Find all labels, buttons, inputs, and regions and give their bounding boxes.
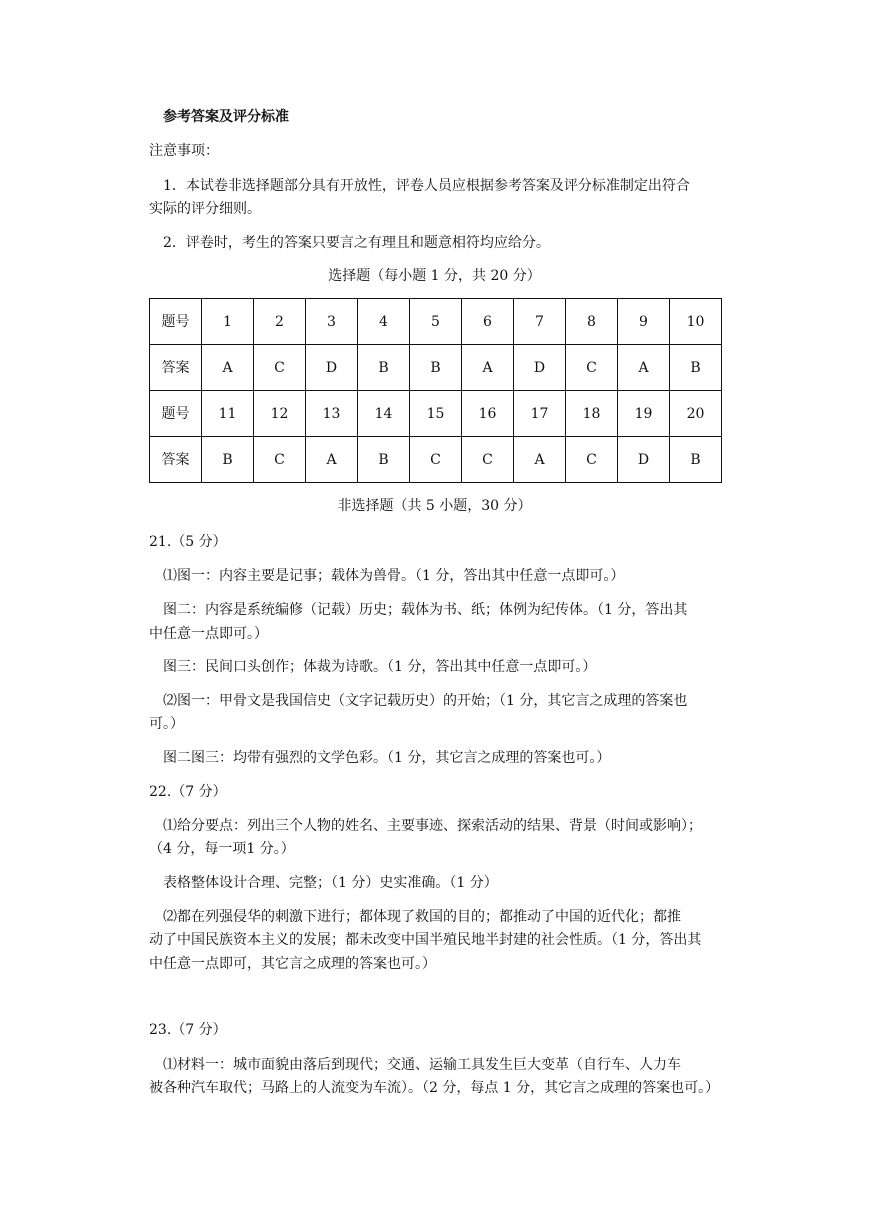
table-cell: 6: [462, 299, 514, 345]
q21-line: 图三：民间口头创作；体裁为诗歌。（1 分，答出其中任意一点即可。）: [163, 659, 597, 675]
table-cell: 17: [514, 391, 566, 437]
table-cell: 2: [254, 299, 306, 345]
q22-line: 中任意一点即可，其它言之成理的答案也可。）: [149, 956, 436, 972]
table-row: [150, 345, 722, 391]
table-cell: 15: [410, 391, 462, 437]
table-cell: A: [618, 345, 670, 391]
table-cell: 4: [358, 299, 410, 345]
q21-line: ⑴图一：内容主要是记事；载体为兽骨。（1 分，答出其中任意一点即可。）: [163, 568, 625, 584]
q22-line: ⑵都在列强侵华的刺激下进行；都体现了救国的目的；都推动了中国的近代化；都推: [163, 909, 681, 925]
table-cell: 10: [670, 299, 722, 345]
table-row-header-cell: 答案: [150, 345, 202, 391]
table-cell: 1: [202, 299, 254, 345]
q23-line: 被各种汽车取代；马路上的人流变为车流）。（2 分，每点 1 分，其它言之成理的答案也可。）: [149, 1080, 720, 1096]
q21-heading: 21.（5 分）: [149, 534, 227, 550]
table-cell: D: [618, 437, 670, 483]
notice-1-line-1: 1．本试卷非选择题部分具有开放性，评卷人员应根据参考答案及评分标准制定出符合: [163, 178, 690, 194]
q22-heading: 22.（7 分）: [149, 784, 227, 800]
table-cell: C: [566, 437, 618, 483]
table-cell: B: [202, 437, 254, 483]
q23-heading: 23.（7 分）: [149, 1022, 227, 1038]
q21-line: 图二：内容是系统编修（记载）历史；载体为书、纸；体例为纪传体。（1 分，答出其: [163, 602, 688, 618]
answer-table: [149, 298, 722, 483]
table-row-header-cell: 答案: [150, 437, 202, 483]
q22-line: 动了中国民族资本主义的发展；都未改变中国半殖民地半封建的社会性质。（1 分，答出其: [149, 932, 702, 948]
page-title: 参考答案及评分标准: [163, 109, 289, 125]
table-cell: B: [670, 345, 722, 391]
table-cell: B: [358, 437, 410, 483]
table-cell: C: [462, 437, 514, 483]
table-cell: D: [514, 345, 566, 391]
table-cell: 5: [410, 299, 462, 345]
table-cell: 7: [514, 299, 566, 345]
table-cell: 11: [202, 391, 254, 437]
table-cell: A: [306, 437, 358, 483]
table-cell: B: [410, 345, 462, 391]
table-cell: C: [566, 345, 618, 391]
notice-1-line-2: 实际的评分细则。: [149, 201, 261, 217]
table-cell: 14: [358, 391, 410, 437]
table-cell: 8: [566, 299, 618, 345]
table-cell: C: [410, 437, 462, 483]
table-cell: 16: [462, 391, 514, 437]
table-cell: A: [462, 345, 514, 391]
table-cell: 18: [566, 391, 618, 437]
table-cell: D: [306, 345, 358, 391]
q21-line: ⑵图一：甲骨文是我国信史（文字记载历史）的开始；（1 分，其它言之成理的答案也: [163, 693, 688, 709]
table-cell: C: [254, 437, 306, 483]
q23-line: ⑴材料一：城市面貌由落后到现代；交通、运输工具发生巨大变革（自行车、人力车: [163, 1057, 681, 1073]
q22-line: （4 分，每一项1 分。）: [149, 841, 295, 857]
table-cell: B: [670, 437, 722, 483]
table-cell: 9: [618, 299, 670, 345]
non-multiple-choice-heading: 非选择题（共 5 小题，30 分）: [337, 498, 532, 514]
table-row: [150, 299, 722, 345]
notice-heading: 注意事项：: [149, 143, 219, 159]
q21-line: 可。）: [149, 716, 184, 732]
notice-2: 2．评卷时，考生的答案只要言之有理且和题意相符均应给分。: [163, 235, 550, 251]
table-cell: 20: [670, 391, 722, 437]
table-cell: 19: [618, 391, 670, 437]
table-row: [150, 391, 722, 437]
table-cell: 3: [306, 299, 358, 345]
q22-line: ⑴给分要点：列出三个人物的姓名、主要事迹、探索活动的结果、背景（时间或影响）；: [163, 818, 702, 834]
table-cell: C: [254, 345, 306, 391]
table-row-header-cell: 题号: [150, 299, 202, 345]
table-cell: 13: [306, 391, 358, 437]
q21-line: 中任意一点即可。）: [149, 626, 268, 642]
table-cell: A: [202, 345, 254, 391]
q21-line: 图二图三：均带有强烈的文学色彩。（1 分，其它言之成理的答案也可。）: [163, 750, 611, 766]
table-cell: A: [514, 437, 566, 483]
table-cell: B: [358, 345, 410, 391]
table-row-header-cell: 题号: [150, 391, 202, 437]
q22-line: 表格整体设计合理、完整；（1 分）史实准确。（1 分）: [163, 875, 498, 891]
multiple-choice-heading: 选择题（每小题 1 分，共 20 分）: [328, 268, 541, 284]
table-row: [150, 437, 722, 483]
table-cell: 12: [254, 391, 306, 437]
